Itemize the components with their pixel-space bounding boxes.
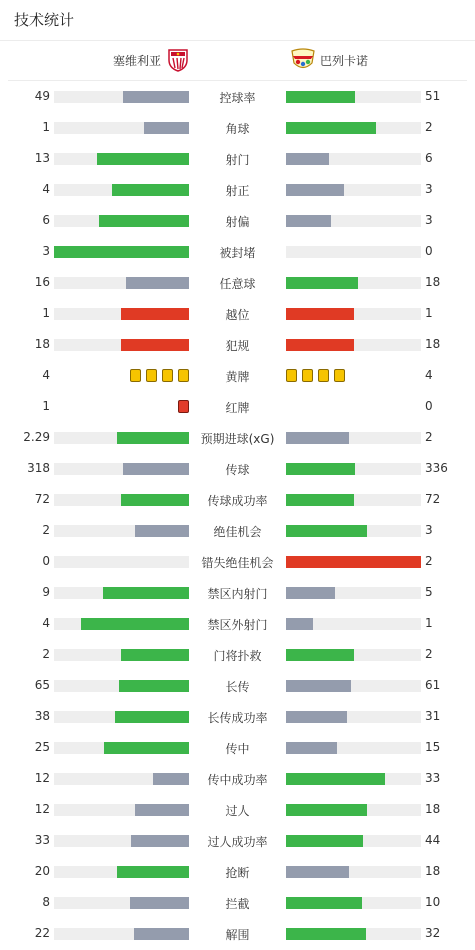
away-bar-fill — [286, 928, 366, 940]
home-yellow-cards — [130, 369, 189, 382]
stat-label: 黄牌 — [225, 370, 250, 384]
stat-label: 过人 — [225, 804, 250, 818]
home-value: 3 — [42, 244, 50, 258]
away-value: 3 — [425, 213, 433, 227]
home-bar-track — [54, 773, 189, 785]
away-bar-fill — [286, 339, 354, 351]
sevilla-crest-icon — [167, 48, 189, 72]
stat-row — [0, 608, 475, 639]
home-bar-track — [54, 246, 189, 258]
home-bar-fill — [130, 897, 189, 909]
away-bar-fill — [286, 122, 376, 134]
away-bar-track — [286, 649, 421, 661]
home-bar-fill — [123, 91, 189, 103]
away-bar-track — [286, 928, 421, 940]
home-bar-fill — [117, 432, 189, 444]
home-bar-track — [54, 649, 189, 661]
away-bar-track — [286, 277, 421, 289]
away-bar-track — [286, 432, 421, 444]
home-value: 1 — [42, 120, 50, 134]
away-value: 61 — [425, 678, 441, 692]
away-value: 2 — [425, 647, 433, 661]
yellow-card-icon — [178, 369, 189, 382]
stat-label: 拦截 — [225, 897, 250, 911]
home-value: 18 — [34, 337, 50, 351]
away-value: 336 — [425, 461, 448, 475]
stat-label: 传中成功率 — [207, 773, 268, 787]
yellow-card-icon — [146, 369, 157, 382]
stat-row — [0, 546, 475, 577]
yellow-card-icon — [334, 369, 345, 382]
home-bar-track — [54, 184, 189, 196]
away-bar-track — [286, 587, 421, 599]
yellow-card-icon — [318, 369, 329, 382]
away-bar-fill — [286, 463, 355, 475]
home-bar-track — [54, 494, 189, 506]
away-bar-track — [286, 711, 421, 723]
home-value: 2 — [42, 647, 50, 661]
home-value: 6 — [42, 213, 50, 227]
home-value: 13 — [34, 151, 50, 165]
yellow-card-icon — [130, 369, 141, 382]
away-value: 5 — [425, 585, 433, 599]
home-value: 2.29 — [23, 430, 50, 444]
home-bar-fill — [135, 525, 189, 537]
away-value: 31 — [425, 709, 441, 723]
home-bar-track — [54, 525, 189, 537]
away-bar-track — [286, 866, 421, 878]
home-bar-fill — [135, 804, 189, 816]
stat-label: 过人成功率 — [207, 835, 268, 849]
away-bar-fill — [286, 742, 337, 754]
away-bar-fill — [286, 432, 349, 444]
stat-row — [0, 236, 475, 267]
home-value: 20 — [34, 864, 50, 878]
home-bar-track — [54, 742, 189, 754]
away-bar-fill — [286, 649, 354, 661]
home-bar-fill — [81, 618, 189, 630]
rayo-vallecano-crest-icon — [290, 48, 316, 72]
away-bar-track — [286, 618, 421, 630]
away-value: 1 — [425, 306, 433, 320]
page-title: 技术统计 — [14, 11, 75, 29]
stat-label: 预期进球(xG) — [200, 432, 275, 446]
stats-list — [0, 81, 475, 949]
stat-label: 长传成功率 — [207, 711, 268, 725]
home-bar-track — [54, 432, 189, 444]
away-bar-fill — [286, 897, 362, 909]
stat-label: 任意球 — [219, 277, 256, 291]
away-bar-fill — [286, 215, 331, 227]
stat-label: 门将扑救 — [213, 649, 262, 663]
away-bar-fill — [286, 277, 358, 289]
home-bar-fill — [153, 773, 189, 785]
yellow-card-icon — [302, 369, 313, 382]
away-bar-fill — [286, 184, 344, 196]
stat-label: 错失绝佳机会 — [201, 556, 274, 570]
away-bar-track — [286, 804, 421, 816]
away-value: 2 — [425, 430, 433, 444]
away-bar-track — [286, 742, 421, 754]
away-value: 18 — [425, 275, 441, 289]
away-bar-track — [286, 494, 421, 506]
away-bar-track — [286, 525, 421, 537]
away-value: 33 — [425, 771, 441, 785]
away-value: 44 — [425, 833, 441, 847]
away-team-name: 巴列卡诺 — [320, 53, 369, 68]
home-bar-fill — [54, 246, 189, 258]
home-value: 4 — [42, 616, 50, 630]
stat-label: 禁区外射门 — [207, 618, 268, 632]
home-bar-track — [54, 153, 189, 165]
away-bar-track — [286, 246, 421, 258]
stat-row — [0, 422, 475, 453]
home-value: 38 — [34, 709, 50, 723]
away-bar-fill — [286, 773, 385, 785]
home-value: 49 — [34, 89, 50, 103]
away-value: 0 — [425, 244, 433, 258]
home-bar-track — [54, 587, 189, 599]
stat-label: 传球成功率 — [207, 494, 268, 508]
away-bar-fill — [286, 494, 354, 506]
home-value: 25 — [34, 740, 50, 754]
home-bar-fill — [121, 649, 189, 661]
away-bar-track — [286, 122, 421, 134]
stat-label: 射偏 — [225, 215, 250, 229]
home-bar-fill — [144, 122, 189, 134]
stat-row — [0, 763, 475, 794]
home-bar-fill — [104, 742, 189, 754]
stat-label: 控球率 — [219, 91, 256, 105]
away-bar-fill — [286, 525, 367, 537]
stat-row — [0, 794, 475, 825]
away-bar-track — [286, 463, 421, 475]
stat-row — [0, 825, 475, 856]
stat-row — [0, 174, 475, 205]
red-card-icon — [178, 400, 189, 413]
away-value: 4 — [425, 368, 433, 382]
home-value: 12 — [34, 771, 50, 785]
home-bar-track — [54, 866, 189, 878]
home-bar-fill — [131, 835, 189, 847]
away-bar-fill — [286, 835, 363, 847]
away-bar-fill — [286, 153, 329, 165]
stat-label: 传中 — [225, 742, 250, 756]
away-yellow-cards — [286, 369, 345, 382]
home-bar-fill — [126, 277, 189, 289]
stat-row — [0, 701, 475, 732]
home-value: 72 — [34, 492, 50, 506]
stat-row — [0, 639, 475, 670]
home-bar-track — [54, 897, 189, 909]
home-bar-fill — [123, 463, 189, 475]
stat-row — [0, 143, 475, 174]
home-bar-track — [54, 618, 189, 630]
away-bar-track — [286, 680, 421, 692]
stat-row — [0, 360, 475, 391]
away-bar-fill — [286, 804, 367, 816]
away-value: 18 — [425, 337, 441, 351]
yellow-card-icon — [162, 369, 173, 382]
home-bar-fill — [115, 711, 189, 723]
stat-row — [0, 112, 475, 143]
away-bar-fill — [286, 556, 421, 568]
home-value: 4 — [42, 368, 50, 382]
home-value: 0 — [42, 554, 50, 568]
away-value: 2 — [425, 120, 433, 134]
home-bar-track — [54, 463, 189, 475]
yellow-card-icon — [286, 369, 297, 382]
home-bar-fill — [121, 308, 189, 320]
stat-row — [0, 298, 475, 329]
away-value: 1 — [425, 616, 433, 630]
home-bar-fill — [112, 184, 189, 196]
home-value: 65 — [34, 678, 50, 692]
home-bar-fill — [99, 215, 189, 227]
stat-row — [0, 577, 475, 608]
stat-label: 禁区内射门 — [207, 587, 268, 601]
away-team-header — [290, 48, 368, 72]
away-value: 18 — [425, 864, 441, 878]
home-bar-fill — [103, 587, 189, 599]
stat-row — [0, 453, 475, 484]
stat-label: 抢断 — [225, 866, 250, 880]
stat-row — [0, 267, 475, 298]
stat-label: 射门 — [225, 153, 250, 167]
home-bar-fill — [134, 928, 189, 940]
home-value: 9 — [42, 585, 50, 599]
home-value: 33 — [34, 833, 50, 847]
home-value: 2 — [42, 523, 50, 537]
away-value: 51 — [425, 89, 441, 103]
away-bar-fill — [286, 308, 354, 320]
home-bar-track — [54, 804, 189, 816]
stat-label: 犯规 — [225, 339, 250, 353]
stat-row — [0, 391, 475, 422]
home-value: 318 — [27, 461, 50, 475]
away-value: 0 — [425, 399, 433, 413]
away-value: 3 — [425, 182, 433, 196]
home-value: 12 — [34, 802, 50, 816]
home-bar-fill — [121, 339, 189, 351]
home-bar-fill — [121, 494, 189, 506]
home-bar-fill — [117, 866, 189, 878]
home-value: 8 — [42, 895, 50, 909]
stat-row — [0, 81, 475, 112]
home-value: 16 — [34, 275, 50, 289]
home-bar-track — [54, 122, 189, 134]
away-bar-track — [286, 215, 421, 227]
home-bar-fill — [119, 680, 189, 692]
stat-row — [0, 887, 475, 918]
away-bar-track — [286, 556, 421, 568]
home-bar-track — [54, 711, 189, 723]
home-bar-track — [54, 556, 189, 568]
stat-label: 解围 — [225, 928, 250, 942]
stat-row — [0, 515, 475, 546]
home-value: 4 — [42, 182, 50, 196]
away-value: 72 — [425, 492, 441, 506]
stat-row — [0, 484, 475, 515]
away-bar-track — [286, 184, 421, 196]
away-value: 32 — [425, 926, 441, 940]
home-value: 22 — [34, 926, 50, 940]
stat-row — [0, 856, 475, 887]
away-value: 2 — [425, 554, 433, 568]
home-bar-track — [54, 680, 189, 692]
header-divider — [0, 40, 475, 41]
away-bar-track — [286, 308, 421, 320]
away-value: 3 — [425, 523, 433, 537]
away-bar-fill — [286, 91, 355, 103]
away-bar-fill — [286, 711, 347, 723]
away-bar-fill — [286, 618, 313, 630]
home-bar-track — [54, 928, 189, 940]
home-team-name: 塞维利亚 — [112, 53, 161, 68]
home-bar-fill — [97, 153, 189, 165]
home-value: 1 — [42, 399, 50, 413]
home-bar-track — [54, 339, 189, 351]
away-bar-track — [286, 153, 421, 165]
away-value: 10 — [425, 895, 441, 909]
away-bar-track — [286, 91, 421, 103]
home-red-cards — [178, 400, 189, 413]
stat-label: 射正 — [225, 184, 250, 198]
away-value: 6 — [425, 151, 433, 165]
stat-label: 被封堵 — [219, 246, 256, 260]
away-bar-track — [286, 773, 421, 785]
home-bar-track — [54, 277, 189, 289]
home-bar-track — [54, 215, 189, 227]
stat-row — [0, 670, 475, 701]
away-value: 18 — [425, 802, 441, 816]
stat-label: 传球 — [225, 463, 250, 477]
stat-label: 红牌 — [225, 401, 250, 415]
stat-label: 绝佳机会 — [213, 525, 262, 539]
stat-row — [0, 918, 475, 949]
away-value: 15 — [425, 740, 441, 754]
home-bar-track — [54, 91, 189, 103]
away-bar-track — [286, 835, 421, 847]
away-bar-fill — [286, 866, 349, 878]
home-value: 1 — [42, 306, 50, 320]
home-team-header — [113, 48, 189, 72]
stat-label: 长传 — [225, 680, 250, 694]
stat-label: 角球 — [225, 122, 250, 136]
away-bar-track — [286, 339, 421, 351]
stat-row — [0, 732, 475, 763]
stat-row — [0, 205, 475, 236]
stat-label: 越位 — [225, 308, 250, 322]
home-bar-track — [54, 308, 189, 320]
stat-row — [0, 329, 475, 360]
away-bar-fill — [286, 587, 335, 599]
away-bar-track — [286, 897, 421, 909]
home-bar-track — [54, 835, 189, 847]
away-bar-fill — [286, 680, 351, 692]
